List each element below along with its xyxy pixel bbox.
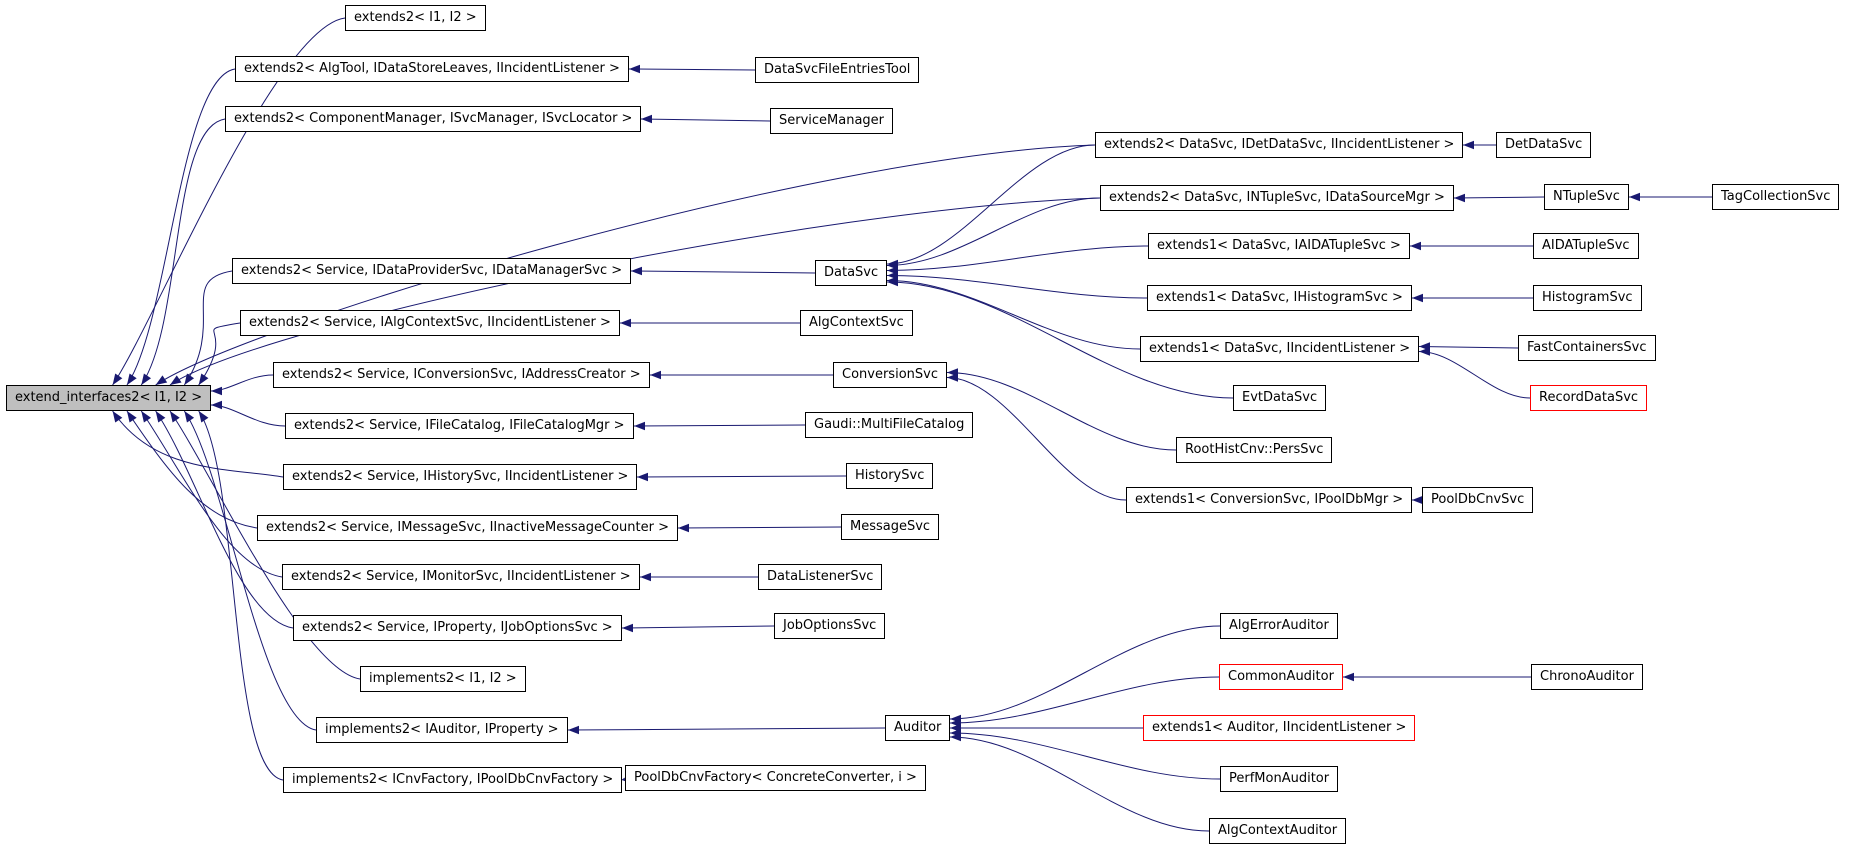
- inheritance-arrow: [1419, 352, 1530, 399]
- class-node-auditor[interactable]: Auditor: [885, 715, 950, 741]
- class-node-e2_svc_history[interactable]: extends2< Service, IHistorySvc, IIncidentListener >: [283, 464, 637, 490]
- inheritance-arrow: [947, 378, 1126, 501]
- inheritance-arrow: [127, 411, 257, 528]
- class-node-i2_cnvfactory[interactable]: implements2< ICnvFactory, IPoolDbCnvFactory >: [283, 767, 622, 793]
- inheritance-arrow: [947, 373, 1176, 451]
- arrowhead: [641, 115, 652, 124]
- class-node-e2_svc_filecat[interactable]: extends2< Service, IFileCatalog, IFileCatalogMgr >: [285, 413, 634, 439]
- class-node-datasvc[interactable]: DataSvc: [815, 260, 887, 286]
- class-node-ntuplesvc[interactable]: NTupleSvc: [1544, 184, 1629, 210]
- arrowhead: [156, 411, 166, 423]
- inheritance-arrow: [199, 411, 283, 780]
- class-node-e2_svc_algctx[interactable]: extends2< Service, IAlgContextSvc, IIncidentListener >: [240, 310, 620, 336]
- class-node-e1_auditor[interactable]: extends1< Auditor, IIncidentListener >: [1143, 715, 1415, 741]
- arrowhead: [199, 373, 209, 385]
- class-node-e2_svc_message[interactable]: extends2< Service, IMessageSvc, IInactiveMessageCounter >: [257, 515, 678, 541]
- arrowhead: [640, 573, 651, 582]
- class-node-datalistenersvc[interactable]: DataListenerSvc: [758, 564, 882, 590]
- arrowhead: [113, 373, 123, 385]
- arrowhead: [199, 411, 209, 423]
- class-node-e2_ds_det[interactable]: extends2< DataSvc, IDetDataSvc, IIncidentListener >: [1095, 132, 1463, 158]
- arrowhead: [1454, 194, 1465, 203]
- inheritance-arrow: [887, 246, 1148, 271]
- arrowhead: [127, 411, 137, 423]
- class-node-conversionsvc[interactable]: ConversionSvc: [833, 362, 947, 388]
- arrowhead: [629, 65, 640, 74]
- arrowhead: [113, 411, 123, 423]
- class-node-commonauditor[interactable]: CommonAuditor: [1219, 664, 1343, 690]
- class-node-e1_histo[interactable]: extends1< DataSvc, IHistogramSvc >: [1147, 285, 1412, 311]
- inheritance-arrow: [1454, 197, 1544, 198]
- class-node-evtdatasvc[interactable]: EvtDataSvc: [1233, 385, 1326, 411]
- class-node-pooldbfactory[interactable]: PoolDbCnvFactory< ConcreteConverter, i >: [625, 765, 926, 791]
- class-node-roothistcnv[interactable]: RootHistCnv::PersSvc: [1176, 437, 1332, 463]
- inheritance-arrow: [950, 626, 1220, 719]
- inheritance-arrow: [631, 271, 815, 273]
- arrowhead: [156, 375, 168, 385]
- class-node-multifilecatalog[interactable]: Gaudi::MultiFileCatalog: [805, 412, 973, 438]
- class-node-chronoauditor[interactable]: ChronoAuditor: [1531, 664, 1643, 690]
- arrowhead: [141, 373, 151, 385]
- class-node-detdatasvc[interactable]: DetDataSvc: [1496, 132, 1591, 158]
- class-node-messagesvc[interactable]: MessageSvc: [841, 514, 939, 540]
- inheritance-arrow: [637, 476, 846, 477]
- class-node-tagcollectionsvc[interactable]: TagCollectionSvc: [1712, 184, 1839, 210]
- arrowhead: [622, 624, 633, 633]
- arrowhead: [650, 371, 661, 380]
- class-node-i2_auditor[interactable]: implements2< IAuditor, IProperty >: [316, 717, 568, 743]
- inheritance-arrow: [184, 271, 232, 385]
- inheritance-arrow: [678, 527, 841, 528]
- class-node-fastcontainerssvc[interactable]: FastContainersSvc: [1518, 335, 1656, 361]
- class-node-e2_svc_conv[interactable]: extends2< Service, IConversionSvc, IAddressCreator >: [273, 362, 650, 388]
- class-node-e2_svc_dataprov[interactable]: extends2< Service, IDataProviderSvc, IDataManagerSvc >: [232, 258, 631, 284]
- inheritance-arrow: [950, 737, 1209, 831]
- class-node-root[interactable]: extend_interfaces2< I1, I2 >: [6, 385, 211, 411]
- arrowhead: [678, 524, 689, 533]
- arrowhead: [170, 411, 180, 423]
- arrowhead: [631, 267, 642, 276]
- inheritance-arrow: [141, 411, 282, 577]
- inheritance-arrow: [170, 198, 1100, 385]
- arrowhead: [141, 411, 151, 423]
- inheritance-arrow: [622, 626, 774, 628]
- arrowhead: [620, 319, 631, 328]
- class-node-historysvc[interactable]: HistorySvc: [846, 463, 933, 489]
- class-node-e2_svc_property[interactable]: extends2< Service, IProperty, IJobOptionsSvc >: [293, 615, 622, 641]
- class-node-e2_algtool[interactable]: extends2< AlgTool, IDataStoreLeaves, IIncidentListener >: [235, 56, 629, 82]
- class-node-joboptionssvc[interactable]: JobOptionsSvc: [774, 613, 885, 639]
- class-node-dsvcfileentries[interactable]: DataSvcFileEntriesTool: [755, 57, 919, 83]
- inheritance-arrow: [887, 145, 1095, 264]
- class-node-pooldbcnvsvc[interactable]: PoolDbCnvSvc: [1422, 487, 1533, 513]
- class-node-algcontextsvc[interactable]: AlgContextSvc: [800, 310, 913, 336]
- arrowhead: [211, 401, 222, 410]
- class-node-algcontextauditor[interactable]: AlgContextAuditor: [1209, 818, 1346, 844]
- class-node-e1_aida[interactable]: extends1< DataSvc, IAIDATupleSvc >: [1148, 233, 1410, 259]
- arrowhead: [184, 411, 194, 423]
- inheritance-arrow: [1419, 347, 1518, 349]
- arrowhead: [170, 375, 182, 385]
- inheritance-arrow: [887, 281, 1140, 350]
- arrowhead: [127, 373, 137, 385]
- class-node-histogramsvc[interactable]: HistogramSvc: [1533, 285, 1642, 311]
- inheritance-arrow: [568, 728, 885, 730]
- arrowhead: [1412, 294, 1423, 303]
- inheritance-arrow: [641, 119, 770, 121]
- arrowhead: [1343, 673, 1354, 682]
- arrowhead: [184, 373, 194, 385]
- arrowhead: [568, 726, 579, 735]
- arrowhead: [1463, 141, 1474, 150]
- class-node-e2_ds_ntuple[interactable]: extends2< DataSvc, INTupleSvc, IDataSourceMgr >: [1100, 185, 1454, 211]
- class-node-servicemgr[interactable]: ServiceManager: [770, 108, 893, 134]
- class-node-e2_i1i2[interactable]: extends2< I1, I2 >: [345, 5, 486, 31]
- arrowhead: [637, 473, 648, 482]
- inheritance-arrow: [629, 69, 755, 70]
- inheritance-arrow: [141, 119, 225, 385]
- class-node-i2_i1i2[interactable]: implements2< I1, I2 >: [360, 666, 526, 692]
- class-node-e2_svc_monitor[interactable]: extends2< Service, IMonitorSvc, IIncidentListener >: [282, 564, 640, 590]
- arrowhead: [1629, 193, 1640, 202]
- inheritance-arrow: [211, 405, 285, 426]
- inheritance-arrow: [634, 425, 805, 426]
- inheritance-arrow: [887, 276, 1147, 299]
- arrowhead: [211, 387, 222, 396]
- inheritance-arrow: [127, 69, 235, 385]
- arrowhead: [1410, 242, 1421, 251]
- class-node-aidatuplesvc[interactable]: AIDATupleSvc: [1533, 233, 1639, 259]
- class-node-e1_incident[interactable]: extends1< DataSvc, IIncidentListener >: [1140, 336, 1419, 362]
- arrowhead: [634, 422, 645, 431]
- class-node-recorddatasvc[interactable]: RecordDataSvc: [1530, 385, 1647, 411]
- class-node-e1_pooldb[interactable]: extends1< ConversionSvc, IPoolDbMgr >: [1126, 487, 1412, 513]
- class-node-algerrorauditor[interactable]: AlgErrorAuditor: [1220, 613, 1338, 639]
- inheritance-arrow: [887, 198, 1100, 266]
- class-node-perfmonauditor[interactable]: PerfMonAuditor: [1220, 766, 1338, 792]
- class-node-e2_compmgr[interactable]: extends2< ComponentManager, ISvcManager, ISvcLocator >: [225, 106, 641, 132]
